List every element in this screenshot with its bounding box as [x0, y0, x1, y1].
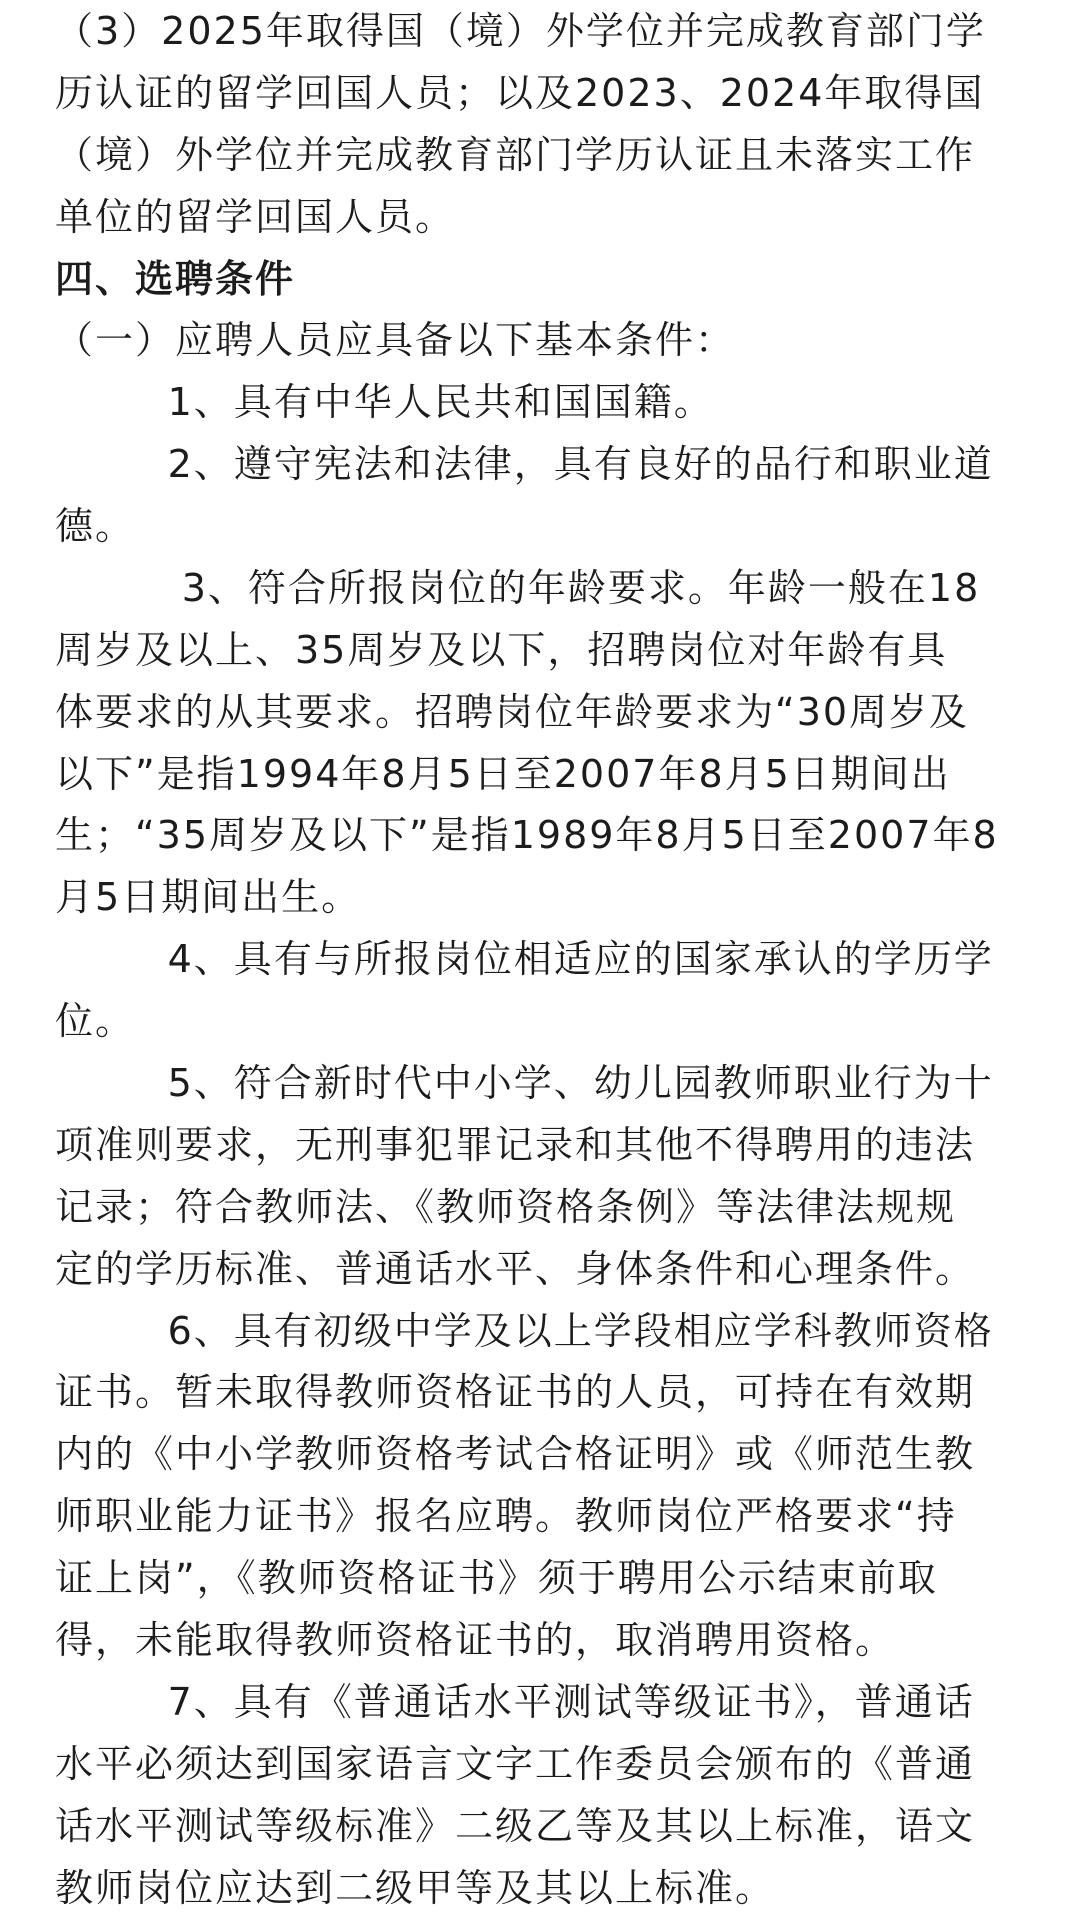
paragraph-line: 得，未能取得教师资格证书的，取消聘用资格。 — [55, 1618, 896, 1662]
paragraph-line: 位。 — [55, 999, 136, 1043]
list-item: 3、符合所报岗位的年龄要求。年龄一般在18 — [55, 566, 981, 610]
paragraph-line: 证上岗”，《教师资格证书》须于聘用公示结束前取 — [55, 1556, 938, 1600]
paragraph-line: 内的《中小学教师资格考试合格证明》或《师范生教 — [55, 1432, 976, 1476]
paragraph-line: 生；“35周岁及以下”是指1989年8月5日至2007年8 — [55, 813, 999, 857]
paragraph-line: 证书。暂未取得教师资格证书的人员，可持在有效期 — [55, 1370, 976, 1414]
paragraph-line: 水平必须达到国家语言文字工作委员会颁布的《普通 — [55, 1742, 976, 1786]
subsection-heading: （一）应聘人员应具备以下基本条件： — [55, 318, 736, 362]
paragraph-line: 项准则要求，无刑事犯罪记录和其他不得聘用的违法 — [55, 1123, 976, 1167]
list-item: 7、具有《普通话水平测试等级证书》，普通话 — [55, 1680, 975, 1724]
section-heading: 四、选聘条件 — [55, 257, 296, 301]
paragraph-line: 以下”是指1994年8月5日至2007年8月5日期间出 — [55, 752, 951, 796]
list-item: 4、具有与所报岗位相适应的国家承认的学历学 — [55, 937, 994, 981]
paragraph-line: 体要求的从其要求。招聘岗位年龄要求为“30周岁及 — [55, 690, 970, 734]
list-item: 2、遵守宪法和法律，具有良好的品行和职业道 — [55, 442, 994, 486]
paragraph-line: 单位的留学回国人员。 — [55, 195, 456, 239]
paragraph-line: 德。 — [55, 504, 136, 548]
paragraph-line: 月5日期间出生。 — [55, 875, 362, 919]
paragraph-line: 话水平测试等级标准》二级乙等及其以上标准，语文 — [55, 1804, 976, 1848]
list-item: 1、具有中华人民共和国国籍。 — [55, 380, 714, 424]
paragraph-line: （3）2025年取得国（境）外学位并完成教育部门学 — [55, 9, 986, 53]
paragraph-line: 周岁及以上、35周岁及以下，招聘岗位对年龄有具 — [55, 628, 948, 672]
paragraph-line: 记录；符合教师法、《教师资格条例》等法律法规规 — [55, 1185, 957, 1229]
paragraph-line: 历认证的留学回国人员；以及2023、2024年取得国 — [55, 71, 985, 115]
paragraph-line: 定的学历标准、普通话水平、身体条件和心理条件。 — [55, 1247, 976, 1291]
paragraph-line: 师职业能力证书》报名应聘。教师岗位严格要求“持 — [55, 1494, 957, 1538]
list-item: 5、符合新时代中小学、幼儿园教师职业行为十 — [55, 1061, 994, 1105]
list-item: 6、具有初级中学及以上学段相应学科教师资格 — [55, 1309, 994, 1353]
paragraph-line-cut-off: 教师岗位应达到二级甲等及其以上标准。 — [55, 1866, 776, 1910]
paragraph-line: （境）外学位并完成教育部门学历认证且未落实工作 — [55, 133, 976, 177]
